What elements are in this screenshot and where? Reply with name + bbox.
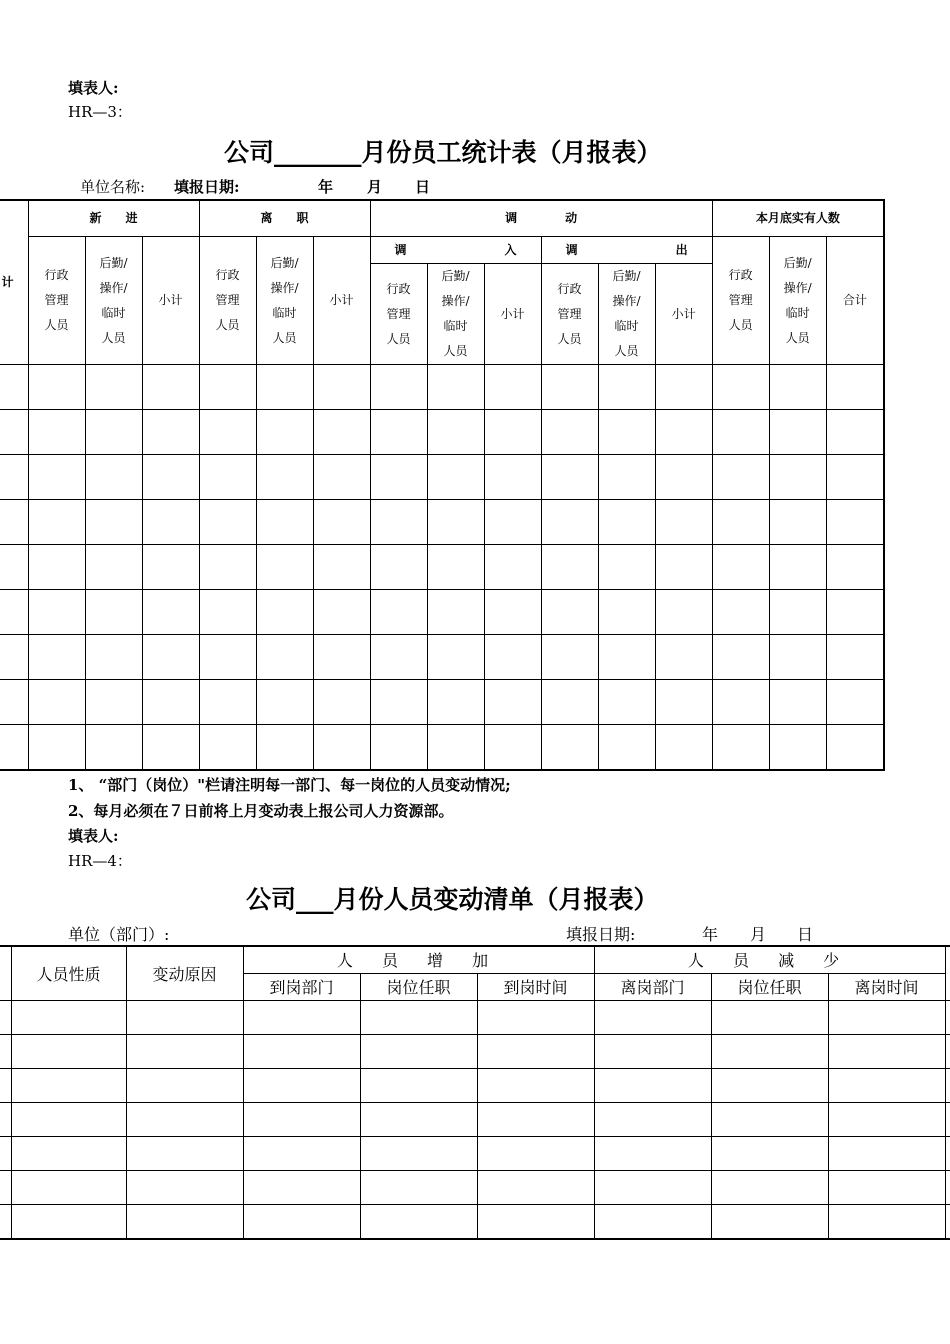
table-cell[interactable] <box>142 410 199 455</box>
table-cell[interactable] <box>243 1000 360 1034</box>
table-cell[interactable] <box>484 680 541 725</box>
table-cell[interactable] <box>370 680 427 725</box>
table-row <box>0 635 884 680</box>
table-cell[interactable] <box>712 680 769 725</box>
table-cell[interactable] <box>243 1068 360 1102</box>
actual-logistics-header: 后勤/操作/临时人员 <box>769 237 826 365</box>
month-label: 月 <box>367 178 383 196</box>
table-row <box>0 500 884 545</box>
table-cell[interactable] <box>28 545 85 590</box>
table-cell[interactable] <box>427 635 484 680</box>
title2-suffix: 月份人员变动清单（月报表） <box>333 885 659 914</box>
table-cell[interactable] <box>256 635 313 680</box>
table-cell[interactable] <box>256 500 313 545</box>
out-subtotal-header: 小计 <box>655 264 712 365</box>
title-blank: _______ <box>274 138 362 167</box>
month-label-2: 月 <box>750 925 767 944</box>
table-cell[interactable] <box>712 365 769 410</box>
table-cell[interactable] <box>484 590 541 635</box>
table-cell[interactable] <box>712 590 769 635</box>
table-cell[interactable] <box>484 500 541 545</box>
table-cell[interactable] <box>28 410 85 455</box>
table-cell[interactable] <box>598 590 655 635</box>
table-cell[interactable] <box>427 590 484 635</box>
table-cell[interactable] <box>0 410 28 455</box>
table-cell[interactable] <box>598 455 655 500</box>
table-cell[interactable] <box>85 500 142 545</box>
table-cell[interactable] <box>769 590 826 635</box>
table-cell[interactable] <box>243 1170 360 1204</box>
table-cell[interactable] <box>598 500 655 545</box>
table-cell[interactable] <box>126 1068 243 1102</box>
table-cell[interactable] <box>243 1034 360 1068</box>
table-cell[interactable] <box>11 1068 126 1102</box>
table-cell[interactable] <box>142 680 199 725</box>
table-cell[interactable] <box>360 1102 477 1136</box>
table-cell[interactable] <box>126 1034 243 1068</box>
table-cell[interactable] <box>142 725 199 771</box>
table-cell[interactable] <box>126 1102 243 1136</box>
table-cell[interactable] <box>85 680 142 725</box>
table-cell[interactable] <box>142 455 199 500</box>
table-cell[interactable] <box>477 1068 594 1102</box>
table-cell[interactable] <box>769 500 826 545</box>
table-row <box>0 590 884 635</box>
table-cell[interactable] <box>828 1102 945 1136</box>
table-cell[interactable] <box>11 1034 126 1068</box>
table-cell[interactable] <box>360 1000 477 1034</box>
col-position-out: 岗位任职 <box>711 973 828 1000</box>
leave-logistics-header: 后勤/操作/临时人员 <box>256 237 313 365</box>
right-edge-cell <box>945 946 950 1000</box>
transfer-out-header <box>541 237 712 264</box>
table-cell[interactable] <box>598 680 655 725</box>
date-label-2: 填报日期: <box>566 925 636 944</box>
table-cell[interactable] <box>126 1204 243 1239</box>
table-cell[interactable] <box>0 725 28 771</box>
table-row <box>0 680 884 725</box>
table-cell[interactable] <box>711 1102 828 1136</box>
table-cell[interactable] <box>370 545 427 590</box>
table-cell[interactable] <box>256 680 313 725</box>
table-cell[interactable] <box>769 725 826 771</box>
table-cell[interactable] <box>142 365 199 410</box>
table-cell[interactable] <box>541 590 598 635</box>
table-cell[interactable] <box>484 365 541 410</box>
table-cell[interactable] <box>313 365 370 410</box>
table-cell[interactable] <box>28 500 85 545</box>
table-cell[interactable] <box>0 500 28 545</box>
table-cell[interactable] <box>11 1170 126 1204</box>
table-cell[interactable] <box>826 680 884 725</box>
table-cell[interactable] <box>360 1034 477 1068</box>
table-cell[interactable] <box>11 1000 126 1034</box>
table-cell[interactable] <box>712 500 769 545</box>
table-cell[interactable] <box>945 1000 950 1034</box>
table-cell[interactable] <box>712 455 769 500</box>
left-edge-cell <box>0 946 11 1000</box>
table-cell[interactable] <box>313 680 370 725</box>
table-cell[interactable] <box>126 1170 243 1204</box>
col-reason: 变动原因 <box>126 946 243 1000</box>
in-subtotal-header: 小计 <box>484 264 541 365</box>
table-cell[interactable] <box>85 410 142 455</box>
table-cell[interactable] <box>370 455 427 500</box>
table-cell[interactable] <box>199 500 256 545</box>
table-cell[interactable] <box>313 590 370 635</box>
leave-subtotal-header: 小计 <box>313 237 370 365</box>
page-title <box>224 133 662 169</box>
table-cell[interactable] <box>0 1204 11 1239</box>
table-cell[interactable] <box>769 410 826 455</box>
table-cell[interactable] <box>313 410 370 455</box>
table-cell[interactable] <box>769 365 826 410</box>
table-row <box>0 1068 950 1102</box>
table-cell[interactable] <box>712 725 769 771</box>
table-row <box>0 1170 950 1204</box>
table-cell[interactable] <box>199 410 256 455</box>
table-cell[interactable] <box>28 680 85 725</box>
out-admin-header: 行政管理人员 <box>541 264 598 365</box>
dept-label: 单位（部门）: <box>68 925 170 944</box>
table-cell[interactable] <box>199 365 256 410</box>
table-cell[interactable] <box>598 635 655 680</box>
left-cut-cell <box>0 200 28 365</box>
in-admin-header: 行政管理人员 <box>370 264 427 365</box>
table-cell[interactable] <box>360 1068 477 1102</box>
table-cell[interactable] <box>142 545 199 590</box>
table-cell[interactable] <box>199 455 256 500</box>
table-cell[interactable] <box>594 1102 711 1136</box>
table-row <box>0 1000 950 1034</box>
out-logistics-header: 后勤/操作/临时人员 <box>598 264 655 365</box>
table-cell[interactable] <box>142 590 199 635</box>
table-cell[interactable] <box>360 1170 477 1204</box>
table-cell[interactable] <box>655 545 712 590</box>
table-cell[interactable] <box>594 1170 711 1204</box>
table-cell[interactable] <box>541 725 598 771</box>
table-cell[interactable] <box>712 635 769 680</box>
table-cell[interactable] <box>0 1102 11 1136</box>
table-cell[interactable] <box>28 635 85 680</box>
employee-stats-table <box>0 199 885 771</box>
table-cell[interactable] <box>370 635 427 680</box>
table-cell[interactable] <box>594 1136 711 1170</box>
col-leave-time: 离岗时间 <box>828 973 945 1000</box>
form-code: HR—3： <box>68 103 132 121</box>
filler-label-2: 填表人: <box>68 827 119 845</box>
table-row <box>0 1034 950 1068</box>
note-2: 2、每月必须在７日前将上月变动表上报公司人力资源部。 <box>68 802 454 820</box>
table-cell[interactable] <box>828 1136 945 1170</box>
table-cell[interactable] <box>541 455 598 500</box>
table-cell[interactable] <box>477 1034 594 1068</box>
table-cell[interactable] <box>85 545 142 590</box>
table-cell[interactable] <box>541 680 598 725</box>
table-cell[interactable] <box>598 365 655 410</box>
table-cell[interactable] <box>484 635 541 680</box>
table-cell[interactable] <box>28 590 85 635</box>
table-cell[interactable] <box>0 590 28 635</box>
table-cell[interactable] <box>126 1136 243 1170</box>
table-cell[interactable] <box>655 725 712 771</box>
table-cell[interactable] <box>427 725 484 771</box>
filler-label: 填表人: <box>68 79 119 97</box>
table-cell[interactable] <box>477 1136 594 1170</box>
table-row <box>0 545 884 590</box>
table-cell[interactable] <box>199 725 256 771</box>
table-cell[interactable] <box>826 500 884 545</box>
table-row <box>0 365 884 410</box>
table-cell[interactable] <box>594 1204 711 1239</box>
table-cell[interactable] <box>11 1204 126 1239</box>
transfer-in-a: 调 <box>394 242 407 257</box>
table-cell[interactable] <box>243 1204 360 1239</box>
table-cell[interactable] <box>256 455 313 500</box>
col-arrive-dept: 到岗部门 <box>243 973 360 1000</box>
group-decrease: 人 员 减 少 <box>594 946 945 973</box>
table-cell[interactable] <box>0 1170 11 1204</box>
col-position-in: 岗位任职 <box>360 973 477 1000</box>
transfer-in-b: 入 <box>504 242 517 257</box>
table-cell[interactable] <box>826 725 884 771</box>
day-label-2: 日 <box>797 925 814 944</box>
new-logistics-header: 后勤/操作/临时人员 <box>85 237 142 365</box>
table-cell[interactable] <box>199 635 256 680</box>
table-cell[interactable] <box>484 455 541 500</box>
table-cell[interactable] <box>769 680 826 725</box>
table-cell[interactable] <box>484 725 541 771</box>
table-cell[interactable] <box>199 680 256 725</box>
table-cell[interactable] <box>826 545 884 590</box>
table-cell[interactable] <box>142 500 199 545</box>
table-cell[interactable] <box>11 1102 126 1136</box>
form-code-2: HR—4： <box>68 852 132 870</box>
table-row <box>0 455 884 500</box>
table-cell[interactable] <box>0 635 28 680</box>
table-cell[interactable] <box>427 455 484 500</box>
table-cell[interactable] <box>541 365 598 410</box>
table-row <box>0 1204 950 1239</box>
table-cell[interactable] <box>28 365 85 410</box>
table-cell[interactable] <box>711 1204 828 1239</box>
table-cell[interactable] <box>826 455 884 500</box>
table-cell[interactable] <box>484 410 541 455</box>
title-suffix: 月份员工统计表（月报表） <box>361 138 662 167</box>
table-cell[interactable] <box>0 455 28 500</box>
table-cell[interactable] <box>243 1136 360 1170</box>
transfer-out-a: 调 <box>565 242 578 257</box>
table-cell[interactable] <box>126 1000 243 1034</box>
table-cell[interactable] <box>427 545 484 590</box>
table-cell[interactable] <box>477 1204 594 1239</box>
table-cell[interactable] <box>594 1068 711 1102</box>
table-cell[interactable] <box>256 590 313 635</box>
table-cell[interactable] <box>826 635 884 680</box>
personnel-change-table <box>0 945 950 1240</box>
table-cell[interactable] <box>370 725 427 771</box>
table-cell[interactable] <box>313 725 370 771</box>
table-cell[interactable] <box>484 545 541 590</box>
table-cell[interactable] <box>711 1034 828 1068</box>
table-cell[interactable] <box>477 1102 594 1136</box>
actual-total-header: 合计 <box>826 237 884 365</box>
table-cell[interactable] <box>85 590 142 635</box>
table-cell[interactable] <box>541 545 598 590</box>
table-cell[interactable] <box>370 590 427 635</box>
in-logistics-header: 后勤/操作/临时人员 <box>427 264 484 365</box>
table-cell[interactable] <box>711 1068 828 1102</box>
table-cell[interactable] <box>256 410 313 455</box>
table-cell[interactable] <box>945 1136 950 1170</box>
table-cell[interactable] <box>769 635 826 680</box>
new-admin-header: 行政管理人员 <box>28 237 85 365</box>
table-cell[interactable] <box>427 500 484 545</box>
table-cell[interactable] <box>655 500 712 545</box>
table-cell[interactable] <box>28 725 85 771</box>
table-cell[interactable] <box>477 1170 594 1204</box>
transfer-out-b: 出 <box>675 242 688 257</box>
table-cell[interactable] <box>313 545 370 590</box>
title-prefix: 公司 <box>224 138 275 167</box>
table-cell[interactable] <box>360 1136 477 1170</box>
table-cell[interactable] <box>0 680 28 725</box>
table-cell[interactable] <box>945 1102 950 1136</box>
table-cell[interactable] <box>769 545 826 590</box>
group-transfer: 调 动 <box>370 200 712 237</box>
table-cell[interactable] <box>828 1034 945 1068</box>
table-cell[interactable] <box>142 635 199 680</box>
table-cell[interactable] <box>0 1034 11 1068</box>
table-cell[interactable] <box>313 635 370 680</box>
table-cell[interactable] <box>594 1034 711 1068</box>
table-cell[interactable] <box>945 1204 950 1239</box>
table-cell[interactable] <box>199 545 256 590</box>
table-cell[interactable] <box>712 545 769 590</box>
table-cell[interactable] <box>711 1136 828 1170</box>
table-cell[interactable] <box>370 410 427 455</box>
table-cell[interactable] <box>199 590 256 635</box>
group-new: 新 进 <box>28 200 199 237</box>
table-cell[interactable] <box>85 725 142 771</box>
table-cell[interactable] <box>769 455 826 500</box>
table-row <box>0 1136 950 1170</box>
table-cell[interactable] <box>360 1204 477 1239</box>
table-cell[interactable] <box>828 1000 945 1034</box>
transfer-in-header <box>370 237 541 264</box>
table-cell[interactable] <box>477 1000 594 1034</box>
table-row <box>0 1102 950 1136</box>
group-actual: 本月底实有人数 <box>712 200 884 237</box>
table-cell[interactable] <box>427 410 484 455</box>
table-cell[interactable] <box>541 635 598 680</box>
table-cell[interactable] <box>313 455 370 500</box>
table-cell[interactable] <box>256 365 313 410</box>
table-cell[interactable] <box>256 545 313 590</box>
table-cell[interactable] <box>712 410 769 455</box>
table-cell[interactable] <box>655 680 712 725</box>
table-cell[interactable] <box>711 1000 828 1034</box>
table-cell[interactable] <box>655 365 712 410</box>
table-cell[interactable] <box>655 455 712 500</box>
title2-prefix: 公司 <box>246 885 297 914</box>
note-1: 1、 “部门（岗位）"栏请注明每一部门、每一岗位的人员变动情况; <box>68 776 511 794</box>
table-cell[interactable] <box>828 1204 945 1239</box>
table-cell[interactable] <box>28 455 85 500</box>
table-cell[interactable] <box>711 1170 828 1204</box>
table-cell[interactable] <box>0 1068 11 1102</box>
new-subtotal-header: 小计 <box>142 237 199 365</box>
table-row <box>0 410 884 455</box>
table-cell[interactable] <box>541 410 598 455</box>
group-increase: 人 员 增 加 <box>243 946 594 973</box>
table-cell[interactable] <box>594 1000 711 1034</box>
table-cell[interactable] <box>598 545 655 590</box>
table-cell[interactable] <box>655 635 712 680</box>
table-cell[interactable] <box>945 1170 950 1204</box>
day-label: 日 <box>415 178 431 196</box>
table-cell[interactable] <box>370 365 427 410</box>
unit-name-label: 单位名称: <box>80 178 146 196</box>
date-label: 填报日期: <box>174 178 240 196</box>
table-row <box>0 725 884 771</box>
table-cell[interactable] <box>85 455 142 500</box>
table-cell[interactable] <box>655 590 712 635</box>
actual-admin-header: 行政管理人员 <box>712 237 769 365</box>
table-cell[interactable] <box>826 365 884 410</box>
table-cell[interactable] <box>655 410 712 455</box>
table-cell[interactable] <box>826 590 884 635</box>
table-cell[interactable] <box>427 680 484 725</box>
table-cell[interactable] <box>945 1068 950 1102</box>
table-cell[interactable] <box>0 545 28 590</box>
table-cell[interactable] <box>85 365 142 410</box>
table-cell[interactable] <box>243 1102 360 1136</box>
col-arrive-time: 到岗时间 <box>477 973 594 1000</box>
table-cell[interactable] <box>370 500 427 545</box>
table-cell[interactable] <box>85 635 142 680</box>
table-cell[interactable] <box>541 500 598 545</box>
table-cell[interactable] <box>0 1136 11 1170</box>
year-label-2: 年 <box>702 925 719 944</box>
year-label: 年 <box>318 178 334 196</box>
table-cell[interactable] <box>11 1136 126 1170</box>
title2-blank: ___ <box>296 885 334 914</box>
col-nature: 人员性质 <box>11 946 126 1000</box>
table-cell[interactable] <box>828 1068 945 1102</box>
leave-admin-header: 行政管理人员 <box>199 237 256 365</box>
table-cell[interactable] <box>598 725 655 771</box>
group-leave: 离 职 <box>199 200 370 237</box>
col-leave-dept: 离岗部门 <box>594 973 711 1000</box>
table-cell[interactable] <box>313 500 370 545</box>
table-cell[interactable] <box>826 410 884 455</box>
table-cell[interactable] <box>427 365 484 410</box>
page-title-2 <box>246 880 659 916</box>
table-cell[interactable] <box>828 1170 945 1204</box>
table-cell[interactable] <box>0 1000 11 1034</box>
left-cut-label: 计 <box>1 275 14 289</box>
table-cell[interactable] <box>256 725 313 771</box>
table-cell[interactable] <box>598 410 655 455</box>
table-cell[interactable] <box>945 1034 950 1068</box>
table-cell[interactable] <box>0 365 28 410</box>
